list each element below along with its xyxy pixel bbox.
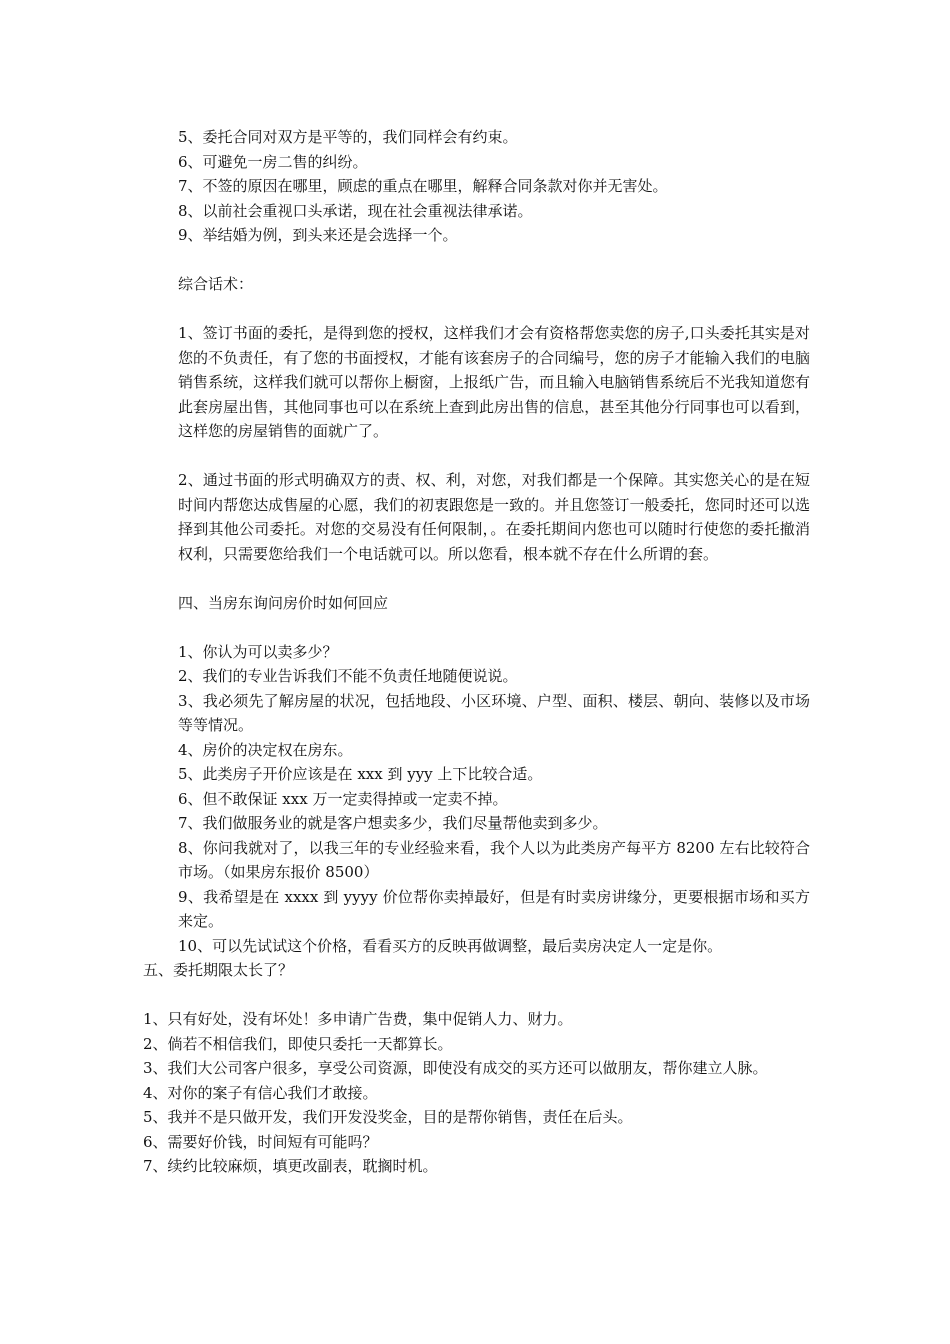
list-item: 9、举结婚为例，到头来还是会选择一个。	[178, 226, 458, 244]
list-item: 3、我必须先了解房屋的状况，包括地段、小区环境、户型、面积、楼层、朝向、装修以及市场等等情况。	[178, 691, 810, 734]
document-page	[0, 125, 950, 1179]
list-item: 5、此类房子开价应该是在 xxx 到 yyy 上下比较合适。	[178, 765, 543, 783]
list-item: 4、对你的案子有信心我们才敢接。	[143, 1083, 378, 1102]
spacer	[178, 444, 810, 469]
list-item: 2、我们的专业告诉我们不能不负责任地随便说说。	[178, 667, 518, 685]
list-item: 6、可避免一房二售的纠纷。	[178, 152, 368, 171]
list-item: 10、可以先试试这个价格，看看买方的反映再做调整，最后卖房决定人一定是你。	[178, 936, 723, 955]
spacer	[178, 248, 810, 273]
list-item: 6、需要好价钱，时间短有可能吗？	[143, 1132, 378, 1151]
list-item: 6、但不敢保证 xxx 万一定卖得掉或一定卖不掉。	[178, 789, 508, 808]
list-item: 2、倘若不相信我们，即使只委托一天都算长。	[143, 1034, 453, 1053]
list-item: 4、房价的决定权在房东。	[178, 740, 353, 759]
list-item: 7、续约比较麻烦，填更改副表，耽搁时机。	[143, 1157, 438, 1175]
list-item: 8、你问我就对了，以我三年的专业经验来看，我个人以为此类房产每平方 8200 左右比较符合市场。（如果房东报价 8500）	[178, 838, 810, 881]
section-commission-period	[143, 958, 815, 1179]
list-item: 3、我们大公司客户很多，享受公司资源，即使没有成交的买方还可以做朋友，帮你建立人脉。	[143, 1059, 768, 1077]
list-item: 1、你认为可以卖多少？	[178, 642, 338, 661]
spacer	[178, 297, 810, 322]
summary-paragraph: 2、通过书面的形式明确双方的责、权、利，对您，对我们都是一个保障。其实您关心的是在短时间内帮您达成售屋的心愿，我们的初衷跟您是一致的。并且您签订一般委托，您同时还可以选择到其他公司委托。对您的交易没有任何限制，。在委托期间内您也可以随时行使您的委托撤消权利，只需要您给我们一个电话就可以。所以您看，根本就不存在什么所谓的套。	[178, 471, 810, 563]
spacer	[143, 983, 815, 1008]
section-heading: 四、当房东询问房价时如何回应	[178, 593, 389, 612]
list-item: 5、委托合同对双方是平等的，我们同样会有约束。	[178, 128, 518, 146]
list-item: 1、只有好处，没有坏处！多申请广告费，集中促销人力、财力。	[143, 1010, 573, 1028]
section-heading: 五、委托期限太长了？	[143, 961, 294, 979]
list-item: 8、以前社会重视口头承诺，现在社会重视法律承诺。	[178, 201, 533, 220]
list-item: 7、我们做服务业的就是客户想卖多少，我们尽量帮他卖到多少。	[178, 814, 608, 832]
spacer	[178, 615, 810, 640]
list-item: 5、我并不是只做开发，我们开发没奖金，目的是帮你销售，责任在后头。	[143, 1108, 633, 1126]
section-commission-reasons	[178, 125, 810, 958]
summary-paragraph: 1、签订书面的委托，是得到您的授权，这样我们才会有资格帮您卖您的房子,口头委托其实是对您的不负责任，有了您的书面授权，才能有该套房子的合同编号，您的房子才能输入我们的电脑销售系统，这样我们就可以帮你上橱窗，上报纸广告，而且输入电脑销售系统后不光我知道您有此套房屋出售，其他同事也可以在系统上查到此房出售的信息，甚至其他分行同事也可以看到，这样您的房屋销售的面就广了。	[178, 324, 810, 440]
list-item: 9、我希望是在 xxxx 到 yyyy 价位帮你卖掉最好，但是有时卖房讲缘分，更要根据市场和买方来定。	[178, 887, 810, 930]
spacer	[178, 566, 810, 591]
list-item: 7、不签的原因在哪里，顾虑的重点在哪里，解释合同条款对你并无害处。	[178, 177, 668, 195]
summary-heading: 综合话术：	[178, 275, 254, 293]
